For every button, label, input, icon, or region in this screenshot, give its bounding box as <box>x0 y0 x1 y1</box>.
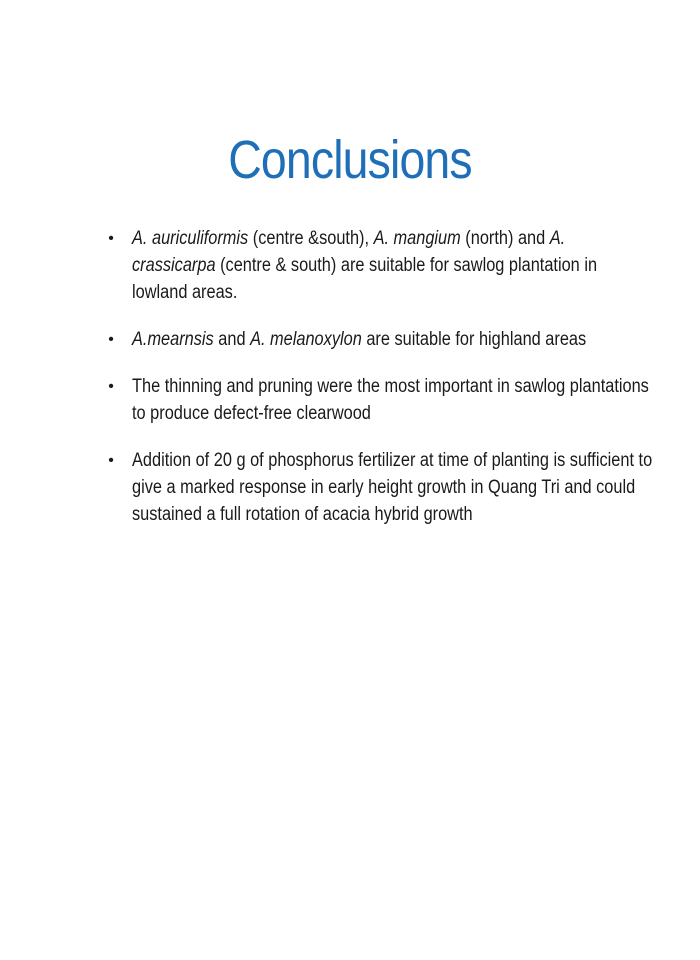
species-name: A. auriculiformis <box>132 228 249 249</box>
bullet-marker: • <box>108 331 114 348</box>
text-segment: (centre & south) are suitable for sawlog plantation in lowland areas. <box>132 255 598 303</box>
bullet-item <box>104 373 649 427</box>
bullet-list <box>104 225 653 548</box>
bullet-marker: • <box>108 378 114 395</box>
bullet-item <box>104 447 653 528</box>
species-name: A.mearnsis <box>132 329 214 350</box>
text-segment: (north) and <box>460 228 550 249</box>
species-name: A. melanoxylon <box>250 329 362 350</box>
bullet-item <box>104 225 624 306</box>
text-segment: and <box>213 329 251 350</box>
species-name: A. crassicarpa <box>132 228 566 276</box>
bullet-marker: • <box>108 452 114 469</box>
text-segment: Addition of 20 g of phosphorus fertilizer at time of planting is sufficient to give a marked response in early height growth in Quang Tri and could sustained a full rotation of acacia hybrid growth <box>132 450 653 525</box>
text-segment: (centre &south), <box>248 228 374 249</box>
bullet-text <box>132 225 652 306</box>
slide-title: Conclusions <box>228 130 472 190</box>
bullet-text <box>132 373 652 427</box>
bullet-text <box>132 447 652 528</box>
text-segment: are suitable for highland areas <box>361 329 587 350</box>
bullet-text <box>132 326 652 353</box>
text-segment: The thinning and pruning were the most important in sawlog plantations to produce defect-free clearwood <box>132 376 649 424</box>
bullet-item <box>104 326 624 353</box>
species-name: A. mangium <box>373 228 461 249</box>
bullet-marker: • <box>108 230 114 247</box>
